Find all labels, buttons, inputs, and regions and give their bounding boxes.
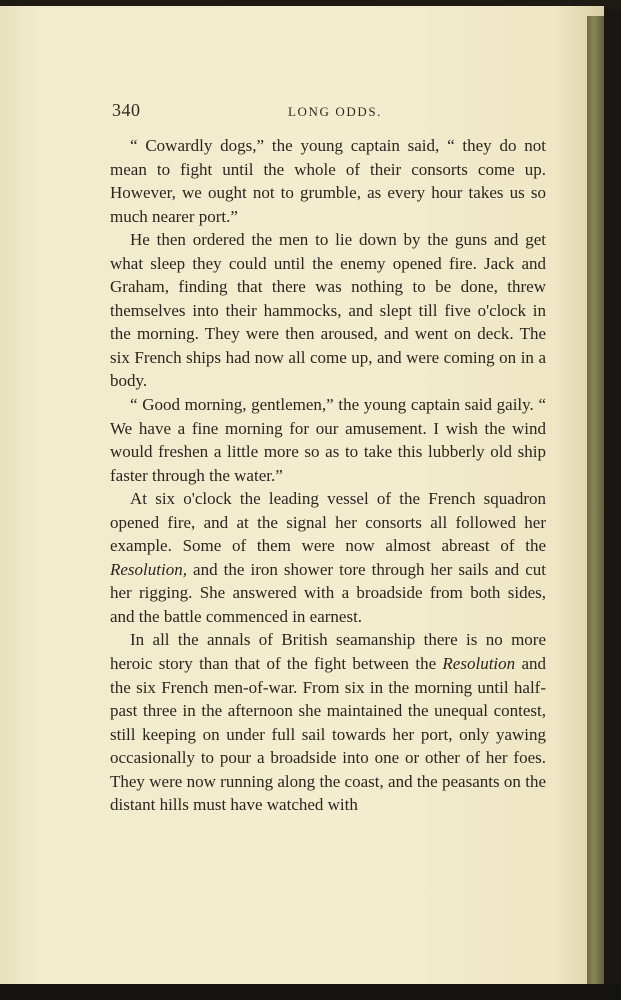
scan-bottom-border <box>0 984 621 1000</box>
ship-name-italic: Resolution, <box>110 559 187 579</box>
paragraph <box>110 228 546 393</box>
paragraph <box>110 393 546 487</box>
text-segment: At six o'clock the leading vessel of the French squadron opened fire, and at the signal her consorts all followed her example. Some of them were now almost abreast of the <box>110 489 546 556</box>
page-edge-shadow <box>587 16 604 986</box>
text-segment: and the iron shower tore through her sails and cut her rigging. She answered with a broadside from both sides, and the battle commenced in earnest. <box>110 559 546 626</box>
page-header <box>112 100 544 124</box>
paragraph <box>110 487 546 628</box>
text-segment: In all the annals of British seamanship there is no more heroic story than that of the fight between the <box>110 630 546 674</box>
ship-name-italic: Resolution <box>442 654 516 674</box>
paragraph <box>110 134 546 228</box>
paragraph <box>110 628 546 816</box>
text-segment: He then ordered the men to lie down by the guns and get what sleep they could until the enemy opened fire. Jack and Graham, finding that there was nothing to be done, threw themselves into their hammocks, and slept till five o'clock in the morning. They were then aroused, and went on deck. The six French ships had now all come up, and were coming on in a body. <box>110 230 546 391</box>
book-page <box>0 6 604 986</box>
page-number: 340 <box>112 100 141 120</box>
text-segment: and the six French men-of-war. From six in the morning until half-past three in the afternoon she maintained the unequal contest, still keeping on under full sail towards her port, only yawing occasionally to pour a broadside into one or other of her foes. They were now running along the coast, and the peasants on the distant hills must have watched with <box>110 654 546 815</box>
body-text <box>110 134 546 817</box>
text-segment: “ Good morning, gentlemen,” the young captain said gaily. “ We have a fine morning for our amusement. I wish the wind would freshen a little more so as to take this lubberly old ship faster through the water.” <box>110 395 546 485</box>
text-segment: “ Cowardly dogs,” the young captain said, “ they do not mean to fight until the whole of their consorts come up. However, we ought not to grumble, as every hour takes us so much nearer port.” <box>110 136 546 226</box>
running-head: LONG ODDS. <box>288 104 382 119</box>
